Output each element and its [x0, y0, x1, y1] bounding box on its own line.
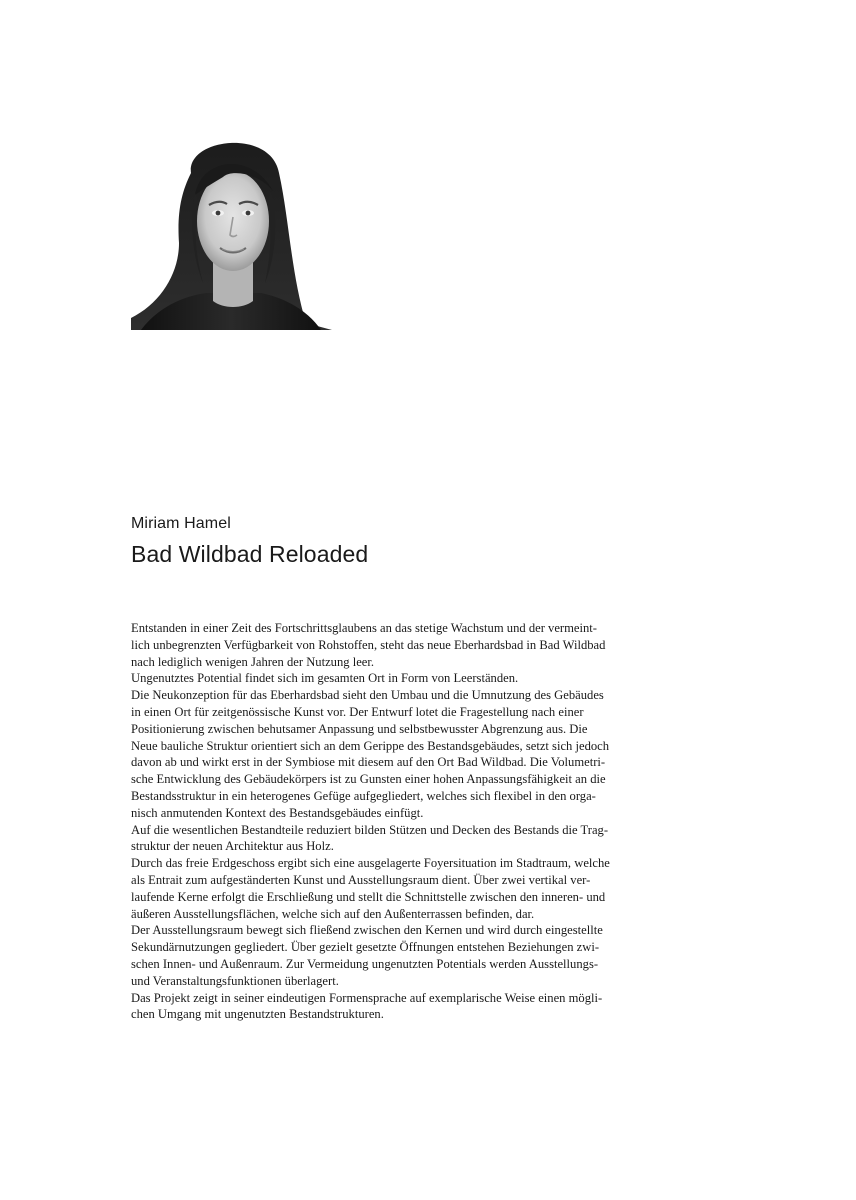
description-line: laufende Kerne erfolgt die Erschließung und stellt die Schnittstelle zwischen den inneren- und: [131, 889, 606, 904]
description-line: äußeren Ausstellungsflächen, welche sich auf den Außenterrassen befinden, dar.: [131, 906, 535, 921]
description-line: Sekundärnutzungen gegliedert. Über gezielt gesetzte Öffnungen entstehen Beziehungen zwi-: [131, 940, 600, 955]
description-line: Bestandsstruktur in ein heterogenes Gefüge aufgegliedert, welches sich flexibel in den orga-: [131, 788, 596, 803]
description-line: schen Innen- und Außenraum. Zur Vermeidung ungenutzten Potentials werden Ausstellungs-: [131, 956, 599, 971]
description-line: Das Projekt zeigt in seiner eindeutigen Formensprache auf exemplarische Weise einen mögli-: [131, 990, 603, 1005]
description-line: struktur der neuen Architektur aus Holz.: [131, 839, 334, 854]
description-line: Positionierung zwischen behutsamer Anpassung und selbstbewusster Abgrenzung aus. Die: [131, 721, 588, 736]
author-portrait: [131, 133, 332, 330]
description-line: nisch anmutenden Kontext des Bestandsgebäudes einfügt.: [131, 805, 424, 820]
description-line: Die Neukonzeption für das Eberhardsbad sieht den Umbau und die Umnutzung des Gebäudes: [131, 688, 604, 703]
project-description: [131, 620, 691, 1023]
description-line: chen Umgang mit ungenutzten Bestandstrukturen.: [131, 1007, 384, 1022]
description-line: Der Ausstellungsraum bewegt sich fließend zwischen den Kernen und wird durch eingestellte: [131, 923, 603, 938]
description-line: Entstanden in einer Zeit des Fortschrittsglaubens an das stetige Wachstum und der vermeint-: [131, 621, 598, 635]
description-line: Ungenutztes Potential findet sich im gesamten Ort in Form von Leerständen.: [131, 671, 519, 686]
description-line: und Veranstaltungsfunktionen überlagert.: [131, 973, 339, 988]
description-line: Auf die wesentlichen Bestandteile reduziert bilden Stützen und Decken des Bestands die Trag-: [131, 822, 609, 837]
description-line: davon ab und wirkt erst in der Symbiose mit diesem auf den Ort Bad Wildbad. Die Volumetri-: [131, 755, 606, 770]
description-line: sche Entwicklung des Gebäudekörpers ist zu Gunsten einer hohen Anpassungsfähigkeit an die: [131, 772, 606, 787]
description-line: Durch das freie Erdgeschoss ergibt sich eine ausgelagerte Foyersituation im Stadtraum, welche: [131, 856, 610, 871]
description-line: Neue bauliche Struktur orientiert sich an dem Gerippe des Bestandsgebäudes, setzt sich jedoch: [131, 738, 610, 753]
description-line: nach lediglich wenigen Jahren der Nutzung leer.: [131, 654, 375, 669]
project-title: Bad Wildbad Reloaded: [131, 541, 369, 567]
description-line: als Entrait zum aufgeständerten Kunst und Ausstellungsraum dient. Über zwei vertikal ver-: [131, 872, 591, 887]
description-line: lich unbegrenzten Verfügbarkeit von Rohstoffen, steht das neue Eberhardsbad in Bad Wildbad: [131, 637, 606, 652]
description-line: in einen Ort für zeitgenössische Kunst vor. Der Entwurf lotet die Fragestellung nach einer: [131, 704, 584, 719]
author-name: Miriam Hamel: [131, 515, 231, 532]
